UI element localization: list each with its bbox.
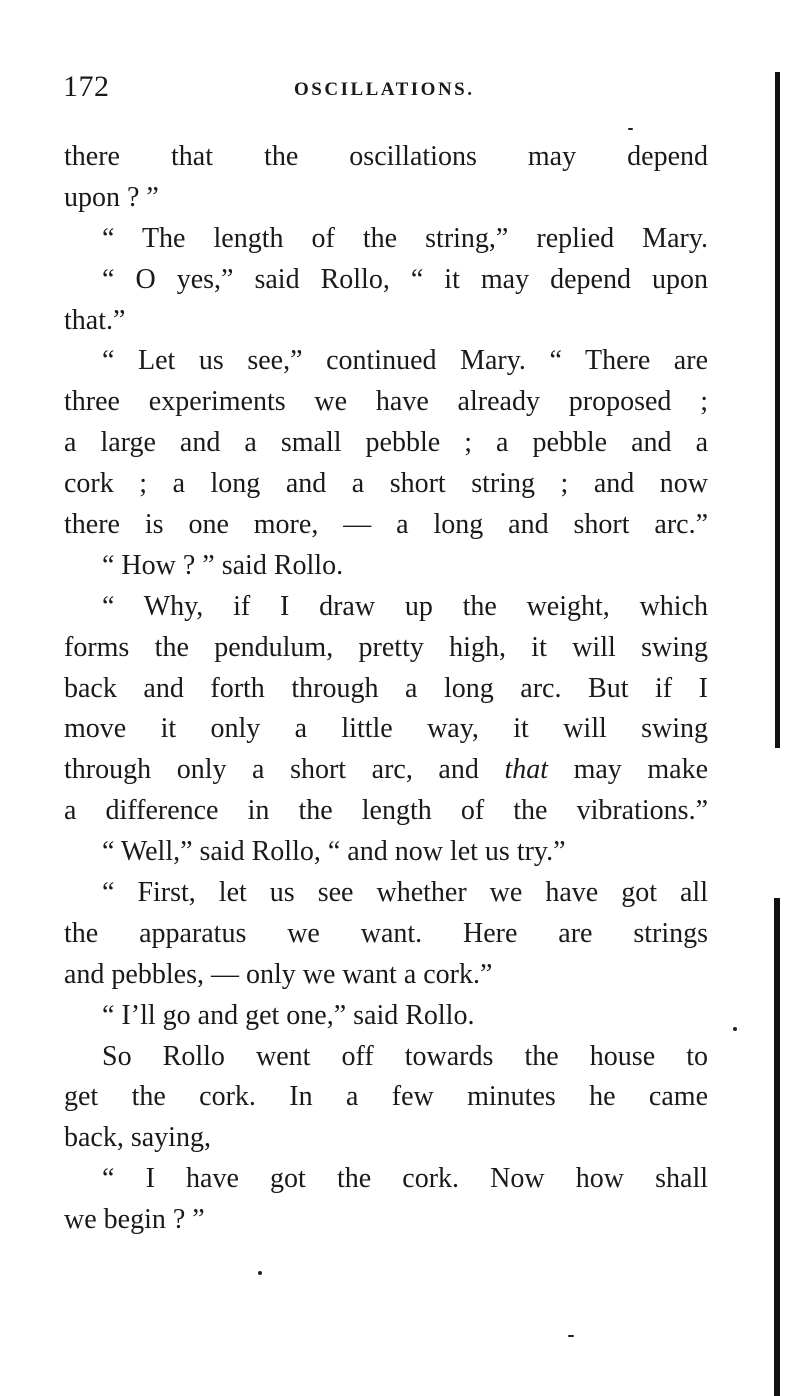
text-line: “ How ? ” said Rollo.	[102, 549, 344, 581]
text-line: So Rollo went off towards the house to	[102, 1040, 708, 1072]
text-line: “ Let us see,” continued Mary. “ There are	[102, 345, 708, 377]
text-line: there that the oscillations may depend	[64, 141, 708, 172]
scan-speck	[628, 128, 633, 130]
text-line: “ I have got the cork. Now how shall	[102, 1163, 708, 1195]
text-line: we begin ? ”	[64, 1204, 205, 1236]
text-line: that.”	[64, 304, 126, 336]
text-segment: may make	[548, 754, 709, 786]
text-line: three experiments we have already proposed ;	[64, 386, 708, 418]
scan-edge-upper	[775, 72, 780, 748]
text-line: “ Why, if I draw up the weight, which	[102, 590, 708, 622]
text-line: “ Well,” said Rollo, “ and now let us try.”	[102, 836, 566, 868]
text-line: “ I’ll go and get one,” said Rollo.	[102, 999, 475, 1031]
text-line: the apparatus we want. Here are strings	[64, 917, 708, 949]
text-line: move it only a little way, it will swing	[64, 713, 708, 745]
text-line: there is one more, — a long and short arc.”	[64, 509, 708, 541]
text-line: “ O yes,” said Rollo, “ it may depend upon	[102, 263, 708, 295]
text-line-with-emphasis	[64, 750, 708, 791]
scan-edge-lower	[774, 898, 780, 1396]
text-segment: through only a short arc, and	[64, 754, 479, 786]
text-line: cork ; a long and a short string ; and now	[64, 468, 708, 500]
text-line: a large and a small pebble ; a pebble and a	[64, 427, 708, 459]
text-line: and pebbles, — only we want a cork.”	[64, 958, 493, 990]
page-number: 172	[63, 70, 110, 103]
running-title: OSCILLATIONS.	[294, 79, 475, 100]
scan-speck	[733, 1027, 737, 1031]
text-line: get the cork. In a few minutes he came	[64, 1081, 708, 1113]
emphasized-word: that	[504, 754, 548, 786]
text-line: back, saying,	[64, 1122, 211, 1154]
text-line: upon ? ”	[64, 181, 159, 213]
text-line: back and forth through a long arc. But if I	[64, 672, 708, 704]
text-line: a difference in the length of the vibrations.”	[64, 795, 708, 827]
body-text	[64, 137, 708, 1241]
scan-speck	[568, 1335, 574, 1337]
text-line: “ First, let us see whether we have got all	[102, 877, 708, 909]
text-line: forms the pendulum, pretty high, it will swing	[64, 631, 708, 663]
scan-speck	[258, 1271, 262, 1275]
text-line: “ The length of the string,” replied Mary.	[102, 222, 708, 254]
